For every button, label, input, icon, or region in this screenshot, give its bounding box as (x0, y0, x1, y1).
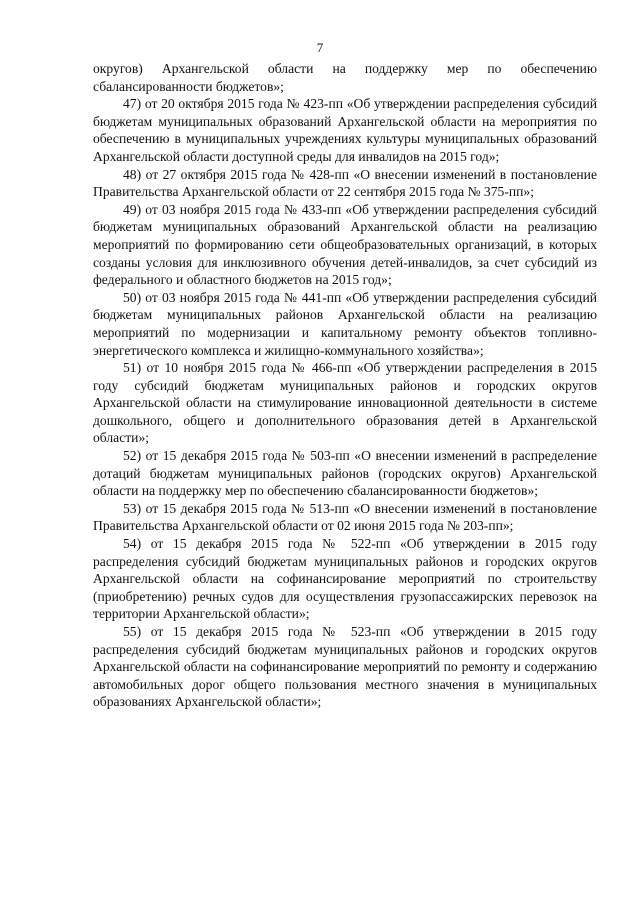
paragraph-item-54: 54) от 15 декабря 2015 года № 522-пп «Об утверждении в 2015 году распределения субсидий бюджетам муниципальных районов и городских округов Архангельской области на софинансирование мероприятий по строительству (приобретению) речных судов для осуществления грузопассажирских перевозок на территории Архангельской области»; (93, 536, 597, 622)
paragraph-item-52: 52) от 15 декабря 2015 года № 503-пп «О внесении изменений в распределение дотаций бюджетам муниципальных районов (городских округов) Архангельской области на поддержку мер по обеспечению сбалансированности бюджетов»; (93, 448, 597, 499)
page-number: 7 (316, 40, 324, 55)
document-body (93, 60, 597, 711)
paragraph-item-50: 50) от 03 ноября 2015 года № 441-пп «Об утверждении распределения субсидий бюджетам муниципальных районов Архангельской области на реализацию мероприятий по модернизации и капитальному ремонту объектов топливно-энергетического комплекса и жилищно-коммунального хозяйства»; (93, 289, 597, 358)
paragraph-item-51: 51) от 10 ноября 2015 года № 466-пп «Об утверждении распределения в 2015 году субсидий бюджетам муниципальных районов и городских округов Архангельской области на стимулирование инновационной деятельности в системе дошкольного, общего и дополнительного образования детей в Архангельской области»; (93, 360, 597, 446)
paragraph-continuation: округов) Архангельской области на поддержку мер по обеспечению сбалансированности бюджетов»; (93, 61, 597, 94)
paragraph-item-49: 49) от 03 ноября 2015 года № 433-пп «Об утверждении распределения субсидий бюджетам муниципальных образований Архангельской области на реализацию мероприятий по формированию сети общеобразовательных организаций, в которых созданы условия для инклюзивного обучения детей-инвалидов, за счет субсидий из федерального и областного бюджетов на 2015 год»; (93, 201, 597, 288)
paragraph-item-55: 55) от 15 декабря 2015 года № 523-пп «Об утверждении в 2015 году распределения субсидий бюджетам муниципальных районов и городских округов Архангельской области на софинансирование мероприятий по ремонту и содержанию автомобильных дорог общего пользования местного значения в муниципальных образованиях Архангельской области»; (93, 624, 597, 710)
paragraph-item-48: 48) от 27 октября 2015 года № 428-пп «О внесении изменений в постановление Правительства Архангельской области от 22 сентября 2015 года № 375-пп»; (93, 166, 597, 200)
paragraph-item-47: 47) от 20 октября 2015 года № 423-пп «Об утверждении распределения субсидий бюджетам муниципальных образований Архангельской области на мероприятия по обеспечению в муниципальных учреждениях культуры муниципальных образований Архангельской области доступной среды для инвалидов на 2015 год»; (93, 96, 597, 164)
paragraph-item-53: 53) от 15 декабря 2015 года № 513-пп «О внесении изменений в постановление Правительства Архангельской области от 02 июня 2015 года № 203-пп»; (93, 500, 597, 534)
